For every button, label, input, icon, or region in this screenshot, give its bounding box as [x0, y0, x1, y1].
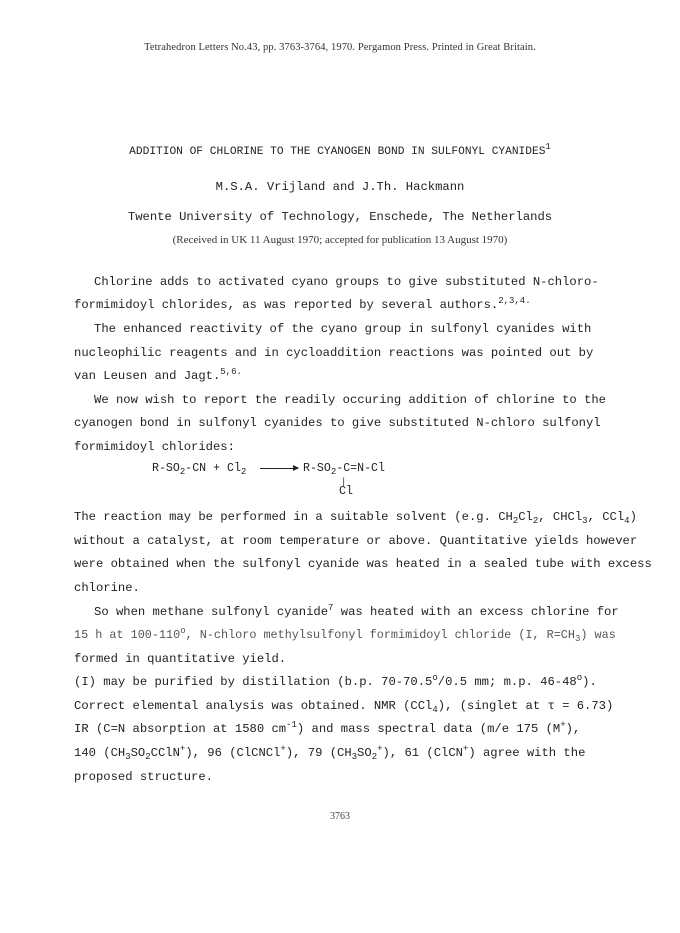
- body-line: van Leusen and Jagt.$^{5,6.}$: [74, 367, 242, 383]
- reference-marker: 7: [328, 603, 334, 613]
- body-line: cyanogen bond in sulfonyl cyanides to give substituted N-chloro sulfonyl: [74, 416, 601, 430]
- body-line: chlorine.: [74, 581, 140, 595]
- body-line: were obtained when the sulfonyl cyanide was heated in a sealed tube with excess: [74, 557, 652, 571]
- reaction-reactants: $R-SO_2-CN + Cl_2$: [152, 462, 247, 477]
- received-dates: (Received in UK 11 August 1970; accepted for publication 13 August 1970): [172, 234, 508, 246]
- body-line: IR (C=N absorption at 1580 $cm^{-1}$) and mass spectral data (m/e 175 (M+),: [74, 720, 581, 736]
- body-line: We now wish to report the readily occuring addition of chlorine to the: [94, 393, 606, 407]
- reaction-product: $R-SO_2-C=N-Cl$: [303, 462, 385, 477]
- body-line: Correct elemental analysis was obtained. NMR (CCl$_4$), (singlet at τ = 6.73): [74, 699, 614, 715]
- page-number: 3763: [330, 811, 350, 822]
- journal-header: Tetrahedron Letters No.43, pp. 3763-3764, 1970. Pergamon Press. Printed in Great Britain.: [144, 42, 536, 53]
- affiliation: Twente University of Technology, Enschede, The Netherlands: [127, 210, 553, 224]
- body-line: proposed structure.: [74, 770, 213, 784]
- body-line: nucleophilic reagents and in cycloaddition reactions was pointed out by: [74, 346, 594, 360]
- body-line: 15 h at 100-110$^o$, N-chloro methylsulfonyl formimidoyl chloride (I, $R=CH_3$) was: [74, 626, 616, 644]
- reaction-chlorine-substituent: Cl: [339, 485, 353, 498]
- body-line: The reaction may be performed in a suitable solvent (e.g. $CH_2Cl_2$, CHCl$_3$, CCl$_4$): [74, 510, 637, 526]
- body-line: formimidoyl chlorides, as was reported by several authors.$^{2,3,4.}$: [74, 296, 531, 312]
- reference-marker: 5,6.: [220, 367, 242, 377]
- body-line: Chlorine adds to activated cyano groups to give substituted N-chloro-: [94, 275, 599, 289]
- body-line: formed in quantitative yield.: [74, 652, 287, 666]
- reaction-arrow: [260, 468, 298, 469]
- reference-marker: 2,3,4.: [498, 296, 531, 306]
- reaction-bond: |: [341, 477, 347, 487]
- body-line: The enhanced reactivity of the cyano group in sulfonyl cyanides with: [94, 322, 592, 336]
- body-line: formimidoyl chlorides:: [74, 440, 235, 454]
- authors: M.S.A. Vrijland and J.Th. Hackmann: [215, 180, 465, 194]
- body-line: So when methane sulfonyl cyanide$^7$ was heated with an excess chlorine for: [94, 603, 619, 619]
- title-footnote-ref: 1: [545, 142, 551, 152]
- body-line: (I) may be purified by distillation (b.p. 70-70.5$^o$/0.5 mm; m.p. 46-48$^o$).: [74, 673, 597, 689]
- body-line: without a catalyst, at room temperature or above. Quantitative yields however: [74, 534, 638, 548]
- body-line: 140 $(CH_3SO_2CClN^+)$, 96 (ClCNCl+), 79 $(CH_3SO_2^+)$, 61 (ClCN+) agree with the: [74, 744, 586, 762]
- paper-title: ADDITION OF CHLORINE TO THE CYANOGEN BOND IN SULFONYL CYANIDES$^1$: [129, 142, 551, 158]
